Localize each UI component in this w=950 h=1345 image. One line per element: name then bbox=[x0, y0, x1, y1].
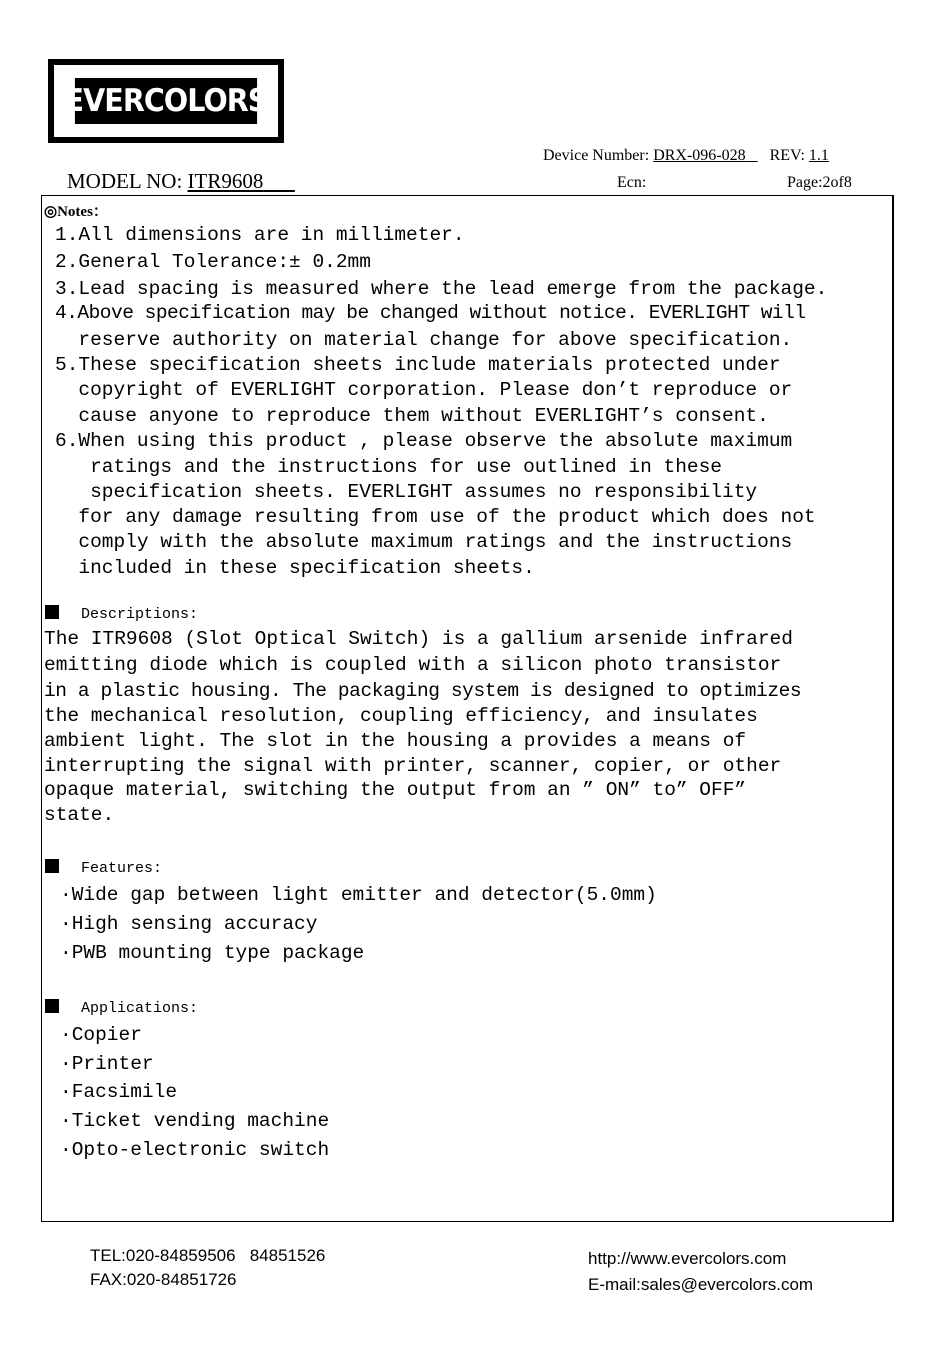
logo-text: EVERCOLORS bbox=[75, 78, 257, 124]
features-heading-row bbox=[45, 859, 162, 877]
note-line: included in these specification sheets. bbox=[55, 557, 535, 579]
description-line: emitting diode which is coupled with a silicon photo transistor bbox=[44, 654, 782, 676]
note-line: 3.Lead spacing is measured where the lead emerge from the package. bbox=[55, 278, 828, 300]
description-line: opaque material, switching the output from an ” ON” to” OFF” bbox=[44, 779, 747, 801]
footer-website[interactable]: http://www.evercolors.com bbox=[588, 1249, 787, 1268]
notes-heading: ◎Notes： bbox=[44, 204, 108, 220]
footer-email[interactable]: E-mail:sales@evercolors.com bbox=[588, 1275, 814, 1294]
rev-label: REV: bbox=[769, 147, 805, 164]
application-item: ·Printer bbox=[60, 1053, 154, 1075]
description-line: interrupting the signal with printer, scanner, copier, or other bbox=[44, 755, 782, 777]
note-line: 2.General Tolerance:± 0.2mm bbox=[55, 251, 371, 273]
note-line: ratings and the instructions for use outlined in these bbox=[55, 456, 723, 478]
device-number: DRX-096-028 bbox=[653, 147, 746, 164]
model-row bbox=[67, 169, 295, 194]
description-line: in a plastic housing. The packaging system is designed to optimizes bbox=[44, 680, 802, 702]
footer-fax: FAX:020-84851726 bbox=[90, 1270, 237, 1289]
features-heading: Features: bbox=[81, 860, 163, 877]
descriptions-heading: Descriptions: bbox=[81, 606, 199, 623]
applications-heading-row bbox=[45, 999, 198, 1017]
footer-tel: TEL:020-84859506 84851526 bbox=[90, 1246, 326, 1265]
note-line: for any damage resulting from use of the product which does not bbox=[55, 506, 816, 528]
device-number-row bbox=[543, 147, 829, 165]
feature-item: ·PWB mounting type package bbox=[60, 942, 365, 964]
descriptions-heading-row bbox=[45, 605, 198, 623]
description-line: The ITR9608 (Slot Optical Switch) is a gallium arsenide infrared bbox=[44, 628, 793, 650]
bullet-square-icon bbox=[45, 605, 59, 619]
note-line: 5.These specification sheets include materials protected under bbox=[55, 354, 781, 376]
application-item: ·Ticket vending machine bbox=[60, 1110, 330, 1132]
note-line: cause anyone to reproduce them without EVERLIGHT’s consent. bbox=[55, 405, 769, 427]
device-number-label: Device Number: bbox=[543, 147, 650, 164]
description-line: state. bbox=[44, 804, 115, 826]
feature-item: ·Wide gap between light emitter and detector(5.0mm) bbox=[60, 884, 657, 906]
model-number: ITR9608 bbox=[187, 169, 264, 193]
content bbox=[44, 200, 894, 1220]
bullet-square-icon bbox=[45, 859, 59, 873]
description-line: ambient light. The slot in the housing a provides a means of bbox=[44, 730, 747, 752]
description-line: the mechanical resolution, coupling efficiency, and insulates bbox=[44, 705, 758, 727]
page-number: Page:2of8 bbox=[787, 174, 852, 191]
applications-heading: Applications: bbox=[81, 1000, 199, 1017]
logo bbox=[48, 59, 284, 143]
ecn-label: Ecn: bbox=[617, 174, 647, 191]
note-line: specification sheets. EVERLIGHT assumes no responsibility bbox=[55, 481, 758, 503]
logo-border bbox=[54, 65, 278, 137]
note-line: comply with the absolute maximum ratings and the instructions bbox=[55, 531, 793, 553]
bullet-square-icon bbox=[45, 999, 59, 1013]
note-line: 6.When using this product , please observe the absolute maximum bbox=[55, 430, 793, 452]
model-label: MODEL NO: bbox=[67, 169, 183, 193]
feature-item: ·High sensing accuracy bbox=[60, 913, 318, 935]
note-line: copyright of EVERLIGHT corporation. Please don’t reproduce or bbox=[55, 379, 793, 401]
application-item: ·Facsimile bbox=[60, 1081, 178, 1103]
application-item: ·Opto-electronic switch bbox=[60, 1139, 330, 1161]
note-line: reserve authority on material change for above specification. bbox=[55, 329, 793, 351]
note-line: 4.Above specification may be changed without notice. EVERLIGHT will bbox=[55, 302, 806, 324]
note-line: 1.All dimensions are in millimeter. bbox=[55, 224, 465, 246]
application-item: ·Copier bbox=[60, 1024, 142, 1046]
rev-value: 1.1 bbox=[808, 147, 829, 164]
